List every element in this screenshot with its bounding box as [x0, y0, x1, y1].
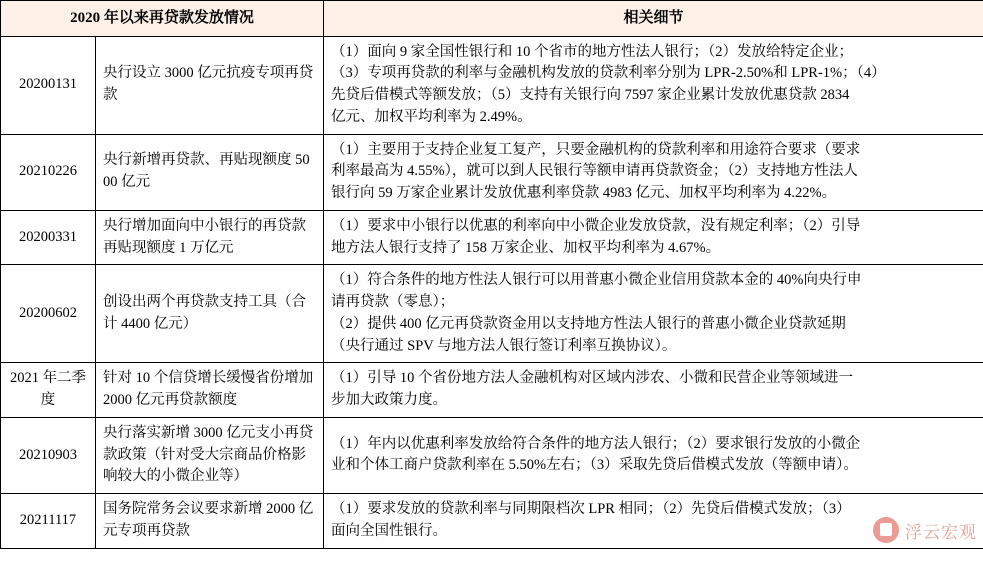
row-detail	[324, 36, 983, 134]
detail-line: （1）符合条件的地方性法人银行可以用普惠小微企业信用贷款本金的 40%向央行申	[331, 272, 862, 289]
row-detail	[324, 417, 983, 493]
row-title: 央行新增再贷款、再贴现额度 5000 亿元	[96, 134, 324, 210]
row-title: 国务院常务会议要求新增 2000 亿元专项再贷款	[96, 494, 324, 549]
row-title: 针对 10 个信贷增长缓慢省份增加 2000 亿元再贷款额度	[96, 363, 324, 418]
row-date: 20211117	[1, 494, 96, 549]
table-header-row	[1, 1, 983, 37]
table-header	[1, 1, 983, 37]
detail-line: （1）要求发放的贷款利率与同期限档次 LPR 相同；（2）先贷后借模式发放；（3）	[331, 501, 851, 517]
table-row	[1, 210, 983, 265]
row-detail	[324, 363, 983, 418]
row-date: 20200131	[1, 36, 96, 134]
detail-line: 地方法人银行支持了 158 万家企业、加权平均利率为 4.67%。	[331, 239, 721, 256]
row-detail	[324, 265, 983, 363]
row-title: 央行设立 3000 亿元抗疫专项再贷款	[96, 36, 324, 134]
detail-line: （1）年内以优惠利率发放给符合条件的地方法人银行；（2）要求银行发放的小微企	[331, 435, 861, 452]
row-title: 央行落实新增 3000 亿元支小再贷款政策（针对受大宗商品价格影响较大的小微企业等）	[96, 417, 324, 493]
table-row	[1, 36, 983, 134]
column-header-left: 2020 年以来再贷款发放情况	[1, 1, 324, 37]
table-row	[1, 265, 983, 363]
row-detail	[324, 134, 983, 210]
detail-line: 业和个体工商户贷款利率在 5.50%左右；（3）采取先贷后借模式发放（等额申请）。	[331, 457, 858, 474]
detail-line: 先贷后借模式等额发放；（5）支持有关银行向 7597 家企业累计发放优惠贷款 2834	[331, 87, 850, 103]
detail-line: （1）面向 9 家全国性银行和 10 个省市的地方性法人银行；（2）发放给特定企业；	[331, 43, 854, 60]
detail-line: 步加大政策力度。	[331, 392, 448, 408]
table-row	[1, 134, 983, 210]
detail-line: 面向全国性银行。	[331, 522, 448, 539]
column-header-right: 相关细节	[324, 1, 983, 37]
row-detail	[324, 494, 983, 549]
watermark-text: 浮云宏观	[905, 522, 977, 542]
row-date: 2021 年二季度	[1, 363, 96, 418]
table-row	[1, 494, 983, 549]
row-title: 央行增加面向中小银行的再贷款再贴现额度 1 万亿元	[96, 210, 324, 265]
detail-line: 请再贷款（零息）；	[331, 294, 455, 310]
detail-line: （1）主要用于支持企业复工复产，只要金融机构的贷款利率和用途符合要求（要求	[331, 141, 861, 158]
row-date: 20200602	[1, 265, 96, 363]
row-date: 20210226	[1, 134, 96, 210]
row-detail	[324, 210, 983, 265]
table-row	[1, 363, 983, 418]
detail-line: 银行向 59 万家企业累计发放优惠利率贷款 4983 亿元、加权平均利率为 4.22%。	[331, 185, 837, 201]
detail-line: 利率最高为 4.55%），就可以到人民银行等额申请再贷款资金；（2）支持地方性法人	[331, 163, 858, 180]
detail-line: （1）引导 10 个省份地方法人金融机构对区域内涉农、小微和民营企业等领域进一	[331, 370, 854, 387]
detail-line: （3）专项再贷款的利率与金融机构发放的贷款利率分别为 LPR-2.50%和 LPR-1%；（4）	[331, 65, 886, 82]
detail-line: 亿元、加权平均利率为 2.49%。	[331, 108, 532, 125]
row-title: 创设出两个再贷款支持工具（合计 4400 亿元）	[96, 265, 324, 363]
detail-line: （央行通过 SPV 与地方法人银行签订利率互换协议）。	[331, 337, 677, 354]
table-row	[1, 417, 983, 493]
row-date: 20210903	[1, 417, 96, 493]
row-date: 20200331	[1, 210, 96, 265]
detail-line: （1）要求中小银行以优惠的利率向中小微企业发放贷款，没有规定利率；（2）引导	[331, 217, 861, 234]
detail-line: （2）提供 400 亿元再贷款资金用以支持地方性法人银行的普惠小微企业贷款延期	[331, 315, 846, 332]
table-body	[1, 36, 983, 548]
